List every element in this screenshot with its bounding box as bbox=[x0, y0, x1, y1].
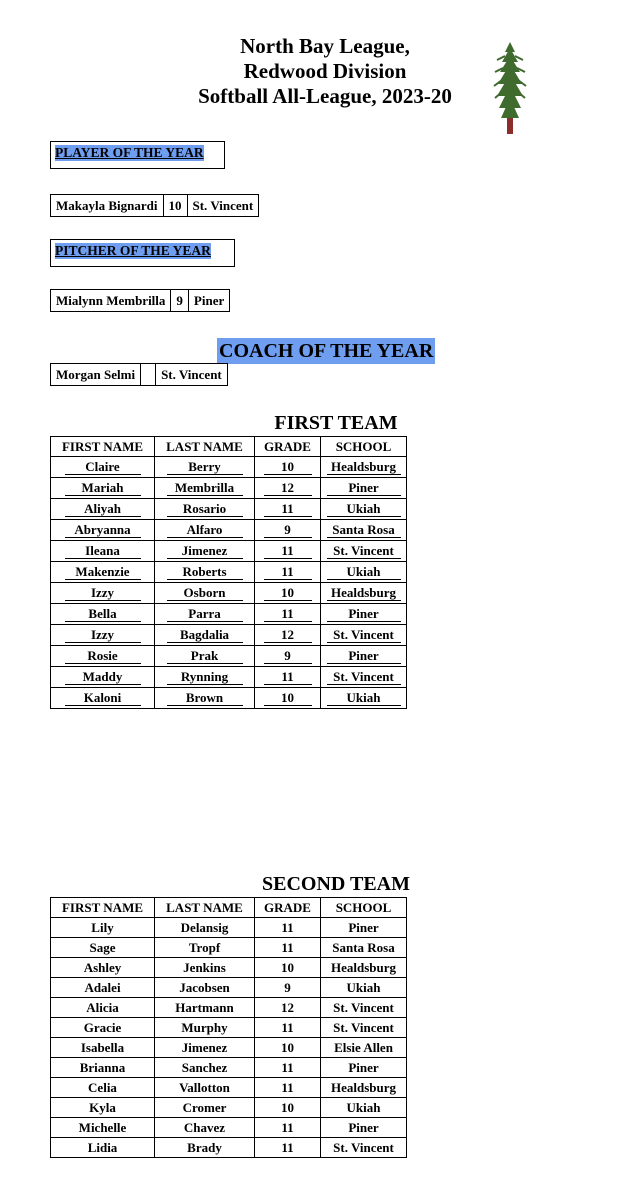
table-cell bbox=[51, 1098, 155, 1118]
cell-text: Parra bbox=[167, 606, 243, 622]
table-cell bbox=[255, 457, 321, 478]
column-header: SCHOOL bbox=[321, 437, 407, 457]
cell-text: 11 bbox=[281, 1119, 294, 1135]
player-of-year-name: Makayla Bignardi bbox=[51, 195, 164, 217]
table-row bbox=[51, 918, 407, 938]
second-team-body bbox=[51, 918, 407, 1158]
table-row bbox=[51, 625, 407, 646]
cell-text: Brown bbox=[167, 690, 243, 706]
table-row bbox=[51, 1038, 407, 1058]
table-cell bbox=[51, 499, 155, 520]
table-cell bbox=[255, 562, 321, 583]
table-row bbox=[51, 688, 407, 709]
first-team-title: FIRST TEAM bbox=[274, 412, 398, 434]
table-cell bbox=[155, 478, 255, 499]
table-cell bbox=[321, 457, 407, 478]
title-line-1: North Bay League, bbox=[240, 34, 410, 58]
table-cell bbox=[155, 667, 255, 688]
cell-text: 11 bbox=[264, 543, 312, 559]
table-cell bbox=[321, 1118, 407, 1138]
cell-text: 12 bbox=[264, 480, 312, 496]
table-cell bbox=[51, 938, 155, 958]
table-row bbox=[51, 667, 407, 688]
cell-text: 9 bbox=[284, 979, 291, 995]
column-header: FIRST NAME bbox=[51, 437, 155, 457]
table-cell bbox=[321, 938, 407, 958]
table-cell bbox=[255, 541, 321, 562]
cell-text: 11 bbox=[281, 919, 294, 935]
cell-text: Piner bbox=[327, 648, 401, 664]
table-row bbox=[51, 457, 407, 478]
table-cell bbox=[155, 625, 255, 646]
cell-text: Bella bbox=[65, 606, 141, 622]
table-cell bbox=[255, 625, 321, 646]
cell-text: Ukiah bbox=[327, 501, 401, 517]
cell-text: 10 bbox=[281, 1099, 294, 1115]
column-header: FIRST NAME bbox=[51, 898, 155, 918]
table-cell bbox=[155, 1038, 255, 1058]
cell-text: Kaloni bbox=[65, 690, 141, 706]
table-cell bbox=[51, 583, 155, 604]
cell-text: 9 bbox=[264, 522, 312, 538]
cell-text: Santa Rosa bbox=[327, 522, 401, 538]
table-cell bbox=[321, 688, 407, 709]
cell-text: Claire bbox=[65, 459, 141, 475]
table-cell bbox=[155, 604, 255, 625]
cell-text: Alicia bbox=[86, 999, 119, 1015]
table-cell bbox=[255, 667, 321, 688]
table-row bbox=[51, 541, 407, 562]
cell-text: Sanchez bbox=[181, 1059, 228, 1075]
table-cell bbox=[255, 938, 321, 958]
table-cell bbox=[321, 520, 407, 541]
player-of-year-school: St. Vincent bbox=[187, 195, 259, 217]
cell-text: Piner bbox=[348, 919, 379, 935]
pitcher-of-year-name: Mialynn Membrilla bbox=[51, 290, 171, 312]
pitcher-of-year-school: Piner bbox=[188, 290, 229, 312]
cell-text: Vallotton bbox=[179, 1079, 230, 1095]
table-row bbox=[51, 478, 407, 499]
table-cell bbox=[155, 1098, 255, 1118]
cell-text: Rosario bbox=[167, 501, 243, 517]
table-cell bbox=[255, 918, 321, 938]
table-row bbox=[51, 938, 407, 958]
table-row bbox=[51, 604, 407, 625]
cell-text: Izzy bbox=[65, 627, 141, 643]
cell-text: 11 bbox=[264, 501, 312, 517]
cell-text: Lily bbox=[91, 919, 114, 935]
table-row bbox=[51, 520, 407, 541]
table-row bbox=[51, 583, 407, 604]
cell-text: Berry bbox=[167, 459, 243, 475]
cell-text: St. Vincent bbox=[327, 669, 401, 685]
table-cell bbox=[321, 1038, 407, 1058]
table-cell bbox=[51, 688, 155, 709]
redwood-tree-icon bbox=[493, 42, 527, 134]
table-cell bbox=[155, 457, 255, 478]
cell-text: 9 bbox=[264, 648, 312, 664]
table-cell bbox=[321, 1078, 407, 1098]
table-cell bbox=[321, 1098, 407, 1118]
cell-text: Healdsburg bbox=[330, 959, 396, 975]
table-cell bbox=[155, 958, 255, 978]
cell-text: Brady bbox=[187, 1139, 222, 1155]
player-of-year-row bbox=[50, 194, 259, 217]
cell-text: 12 bbox=[281, 999, 294, 1015]
column-header: LAST NAME bbox=[155, 898, 255, 918]
cell-text: Piner bbox=[348, 1119, 379, 1135]
cell-text: St. Vincent bbox=[333, 999, 394, 1015]
cell-text: Jacobsen bbox=[179, 979, 230, 995]
cell-text: Piner bbox=[327, 480, 401, 496]
table-cell bbox=[255, 1038, 321, 1058]
first-team-header-row bbox=[51, 437, 407, 457]
first-team-table bbox=[50, 436, 407, 709]
cell-text: Ukiah bbox=[346, 979, 381, 995]
table-cell bbox=[255, 646, 321, 667]
table-cell bbox=[51, 667, 155, 688]
table-cell bbox=[255, 978, 321, 998]
cell-text: St. Vincent bbox=[327, 543, 401, 559]
coach-of-year-label: COACH OF THE YEAR bbox=[219, 340, 434, 362]
table-cell bbox=[51, 1118, 155, 1138]
table-cell bbox=[51, 625, 155, 646]
cell-text: Makenzie bbox=[65, 564, 141, 580]
table-cell bbox=[321, 998, 407, 1018]
table-cell bbox=[155, 583, 255, 604]
cell-text: Piner bbox=[348, 1059, 379, 1075]
table-cell bbox=[255, 1118, 321, 1138]
pitcher-of-year-grade: 9 bbox=[171, 290, 189, 312]
cell-text: Jimenez bbox=[181, 1039, 228, 1055]
table-cell bbox=[255, 478, 321, 499]
table-cell bbox=[155, 520, 255, 541]
table-row bbox=[51, 998, 407, 1018]
table-cell bbox=[155, 1118, 255, 1138]
table-cell bbox=[51, 1058, 155, 1078]
document-title bbox=[150, 34, 500, 109]
table-cell bbox=[155, 541, 255, 562]
table-cell bbox=[51, 1038, 155, 1058]
cell-text: Sage bbox=[89, 939, 116, 955]
table-cell bbox=[155, 938, 255, 958]
cell-text: Jenkins bbox=[183, 959, 226, 975]
table-cell bbox=[155, 646, 255, 667]
pitcher-of-year-label: PITCHER OF THE YEAR bbox=[55, 243, 211, 258]
cell-text: Adalei bbox=[84, 979, 121, 995]
table-cell bbox=[321, 562, 407, 583]
cell-text: 11 bbox=[281, 939, 294, 955]
table-cell bbox=[321, 1018, 407, 1038]
table-cell bbox=[155, 1058, 255, 1078]
table-cell bbox=[155, 1078, 255, 1098]
table-row bbox=[51, 1118, 407, 1138]
cell-text: Rynning bbox=[167, 669, 243, 685]
table-cell bbox=[155, 1018, 255, 1038]
cell-text: Elsie Allen bbox=[334, 1039, 393, 1055]
coach-of-year-row bbox=[50, 363, 228, 386]
second-team-header-row bbox=[51, 898, 407, 918]
cell-text: Brianna bbox=[79, 1059, 126, 1075]
table-cell bbox=[321, 499, 407, 520]
cell-text: Izzy bbox=[65, 585, 141, 601]
cell-text: Delansig bbox=[180, 919, 229, 935]
column-header: SCHOOL bbox=[321, 898, 407, 918]
table-cell bbox=[155, 978, 255, 998]
cell-text: Membrilla bbox=[167, 480, 243, 496]
cell-text: Osborn bbox=[167, 585, 243, 601]
table-cell bbox=[255, 583, 321, 604]
table-row bbox=[51, 646, 407, 667]
cell-text: Bagdalia bbox=[167, 627, 243, 643]
cell-text: Ashley bbox=[83, 959, 122, 975]
cell-text: Chavez bbox=[183, 1119, 226, 1135]
cell-text: 10 bbox=[264, 459, 312, 475]
cell-text: 11 bbox=[281, 1019, 294, 1035]
coach-of-year-blank bbox=[141, 364, 156, 386]
cell-text: Lidia bbox=[87, 1139, 118, 1155]
cell-text: Healdsburg bbox=[327, 459, 401, 475]
cell-text: Ukiah bbox=[327, 564, 401, 580]
table-cell bbox=[321, 583, 407, 604]
cell-text: Ukiah bbox=[327, 690, 401, 706]
table-cell bbox=[321, 978, 407, 998]
cell-text: Prak bbox=[167, 648, 243, 664]
table-cell bbox=[255, 1018, 321, 1038]
table-cell bbox=[255, 688, 321, 709]
cell-text: Tropf bbox=[188, 939, 221, 955]
cell-text: Kyla bbox=[89, 1099, 116, 1115]
table-cell bbox=[255, 1058, 321, 1078]
cell-text: Piner bbox=[327, 606, 401, 622]
cell-text: Cromer bbox=[182, 1099, 227, 1115]
table-cell bbox=[51, 562, 155, 583]
cell-text: Alfaro bbox=[167, 522, 243, 538]
cell-text: Celia bbox=[88, 1079, 117, 1095]
table-row bbox=[51, 1078, 407, 1098]
cell-text: Mariah bbox=[65, 480, 141, 496]
table-row bbox=[51, 1098, 407, 1118]
second-team-title: SECOND TEAM bbox=[262, 873, 410, 895]
table-row bbox=[51, 958, 407, 978]
table-row bbox=[51, 978, 407, 998]
table-cell bbox=[51, 604, 155, 625]
cell-text: Gracie bbox=[83, 1019, 122, 1035]
table-row bbox=[51, 499, 407, 520]
cell-text: Hartmann bbox=[175, 999, 234, 1015]
cell-text: 11 bbox=[264, 564, 312, 580]
table-cell bbox=[255, 499, 321, 520]
table-cell bbox=[51, 520, 155, 541]
table-cell bbox=[155, 918, 255, 938]
cell-text: St. Vincent bbox=[333, 1019, 394, 1035]
cell-text: Roberts bbox=[167, 564, 243, 580]
table-cell bbox=[51, 541, 155, 562]
table-cell bbox=[51, 918, 155, 938]
table-cell bbox=[255, 520, 321, 541]
table-cell bbox=[51, 998, 155, 1018]
table-row bbox=[51, 562, 407, 583]
table-cell bbox=[155, 998, 255, 1018]
table-cell bbox=[321, 625, 407, 646]
coach-of-year-name: Morgan Selmi bbox=[51, 364, 141, 386]
pitcher-of-year-row bbox=[50, 289, 230, 312]
title-line-2: Redwood Division bbox=[243, 59, 407, 83]
table-cell bbox=[321, 958, 407, 978]
cell-text: 10 bbox=[281, 1039, 294, 1055]
cell-text: Jimenez bbox=[167, 543, 243, 559]
cell-text: 10 bbox=[264, 690, 312, 706]
table-cell bbox=[51, 646, 155, 667]
cell-text: 11 bbox=[281, 1079, 294, 1095]
table-cell bbox=[155, 562, 255, 583]
first-team-body bbox=[51, 457, 407, 709]
table-row bbox=[51, 1018, 407, 1038]
cell-text: Abryanna bbox=[65, 522, 141, 538]
column-header: GRADE bbox=[255, 437, 321, 457]
table-cell bbox=[51, 958, 155, 978]
player-of-year-label-box bbox=[50, 141, 225, 169]
table-cell bbox=[321, 1138, 407, 1158]
table-cell bbox=[255, 1098, 321, 1118]
table-cell bbox=[321, 918, 407, 938]
table-row bbox=[51, 1058, 407, 1078]
table-cell bbox=[155, 499, 255, 520]
cell-text: 10 bbox=[264, 585, 312, 601]
cell-text: Maddy bbox=[65, 669, 141, 685]
cell-text: Ukiah bbox=[346, 1099, 381, 1115]
table-cell bbox=[51, 978, 155, 998]
cell-text: St. Vincent bbox=[327, 627, 401, 643]
cell-text: Michelle bbox=[78, 1119, 127, 1135]
pitcher-of-year-label-box bbox=[50, 239, 235, 267]
cell-text: Healdsburg bbox=[330, 1079, 396, 1095]
table-cell bbox=[321, 541, 407, 562]
cell-text: Ileana bbox=[65, 543, 141, 559]
cell-text: Santa Rosa bbox=[332, 939, 395, 955]
table-cell bbox=[255, 1138, 321, 1158]
column-header: GRADE bbox=[255, 898, 321, 918]
table-cell bbox=[51, 457, 155, 478]
cell-text: 11 bbox=[264, 606, 312, 622]
table-cell bbox=[321, 604, 407, 625]
title-line-3: Softball All-League, 2023-20 bbox=[198, 84, 452, 108]
cell-text: St. Vincent bbox=[333, 1139, 394, 1155]
cell-text: Aliyah bbox=[65, 501, 141, 517]
table-cell bbox=[155, 688, 255, 709]
table-cell bbox=[51, 1078, 155, 1098]
cell-text: 11 bbox=[281, 1139, 294, 1155]
coach-of-year-school: St. Vincent bbox=[156, 364, 228, 386]
table-cell bbox=[255, 604, 321, 625]
cell-text: 12 bbox=[264, 627, 312, 643]
cell-text: 11 bbox=[264, 669, 312, 685]
table-cell bbox=[321, 1058, 407, 1078]
column-header: LAST NAME bbox=[155, 437, 255, 457]
table-cell bbox=[321, 478, 407, 499]
second-team-table bbox=[50, 897, 407, 1158]
table-cell bbox=[321, 646, 407, 667]
table-row bbox=[51, 1138, 407, 1158]
cell-text: Murphy bbox=[181, 1019, 228, 1035]
table-cell bbox=[321, 667, 407, 688]
table-cell bbox=[51, 1018, 155, 1038]
table-cell bbox=[155, 1138, 255, 1158]
table-cell bbox=[51, 478, 155, 499]
table-cell bbox=[255, 998, 321, 1018]
table-cell bbox=[255, 958, 321, 978]
player-of-year-grade: 10 bbox=[163, 195, 187, 217]
cell-text: 11 bbox=[281, 1059, 294, 1075]
table-cell bbox=[51, 1138, 155, 1158]
cell-text: Isabella bbox=[80, 1039, 125, 1055]
cell-text: Healdsburg bbox=[327, 585, 401, 601]
cell-text: Rosie bbox=[65, 648, 141, 664]
player-of-year-label: PLAYER OF THE YEAR bbox=[55, 145, 204, 160]
table-cell bbox=[255, 1078, 321, 1098]
cell-text: 10 bbox=[281, 959, 294, 975]
